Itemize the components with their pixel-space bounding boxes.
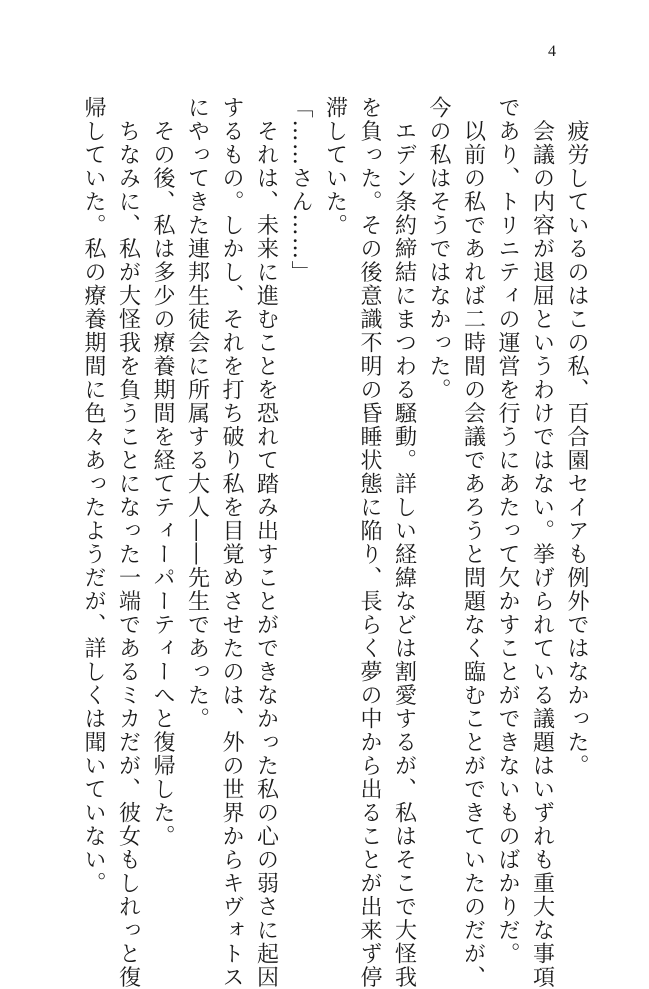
text-line: を負った。その後意識不明の昏睡状態に陥り、長らく夢の中から出ることが出来ず停 (357, 96, 382, 989)
text-line: 今の私はそうではなかった。 (426, 96, 451, 402)
text-line: 「……さん……」 (288, 96, 313, 284)
text-line: にやってきた連邦生徒会に所属する大人――先生であった。 (184, 96, 210, 731)
text-line: 疲労しているのはこの私、百合園セイアも例外ではなかった。 (564, 96, 589, 778)
text-line: であり、トリニティの運営を行うにあたって欠かすことができないものばかりだ。 (495, 96, 520, 966)
text-line: するもの。しかし、それを打ち破り私を目覚めさせたのは、外の世界からキヴォトス (219, 96, 244, 989)
text-line: ちなみに、私が大怪我を負うことになった一端であるミカだが、彼女もしれっと復 (115, 96, 141, 989)
page-number: 4 (548, 43, 556, 60)
text-line: 以前の私であれば二時間の会議であろうと問題なく臨むことができていたのだが、 (460, 96, 486, 989)
text-line: 会議の内容が退屈というわけではない。挙げられている議題はいずれも重大な事項 (529, 96, 555, 989)
text-line: 帰していた。私の療養期間に色々あったようだが、詳しくは聞いていない。 (81, 96, 106, 895)
text-line: エデン条約締結にまつわる騒動。詳しい経緯などは割愛するが、私はそこで大怪我 (391, 96, 417, 989)
vertical-text-body (76, 96, 594, 989)
text-line: 滞していた。 (322, 96, 348, 237)
text-line: その後、私は多少の療養期間を経てティーパーティーへと復帰した。 (150, 96, 175, 848)
text-line: それは、未来に進むことを恐れて踏み出すことができなかった私の心の弱さに起因 (253, 96, 279, 989)
